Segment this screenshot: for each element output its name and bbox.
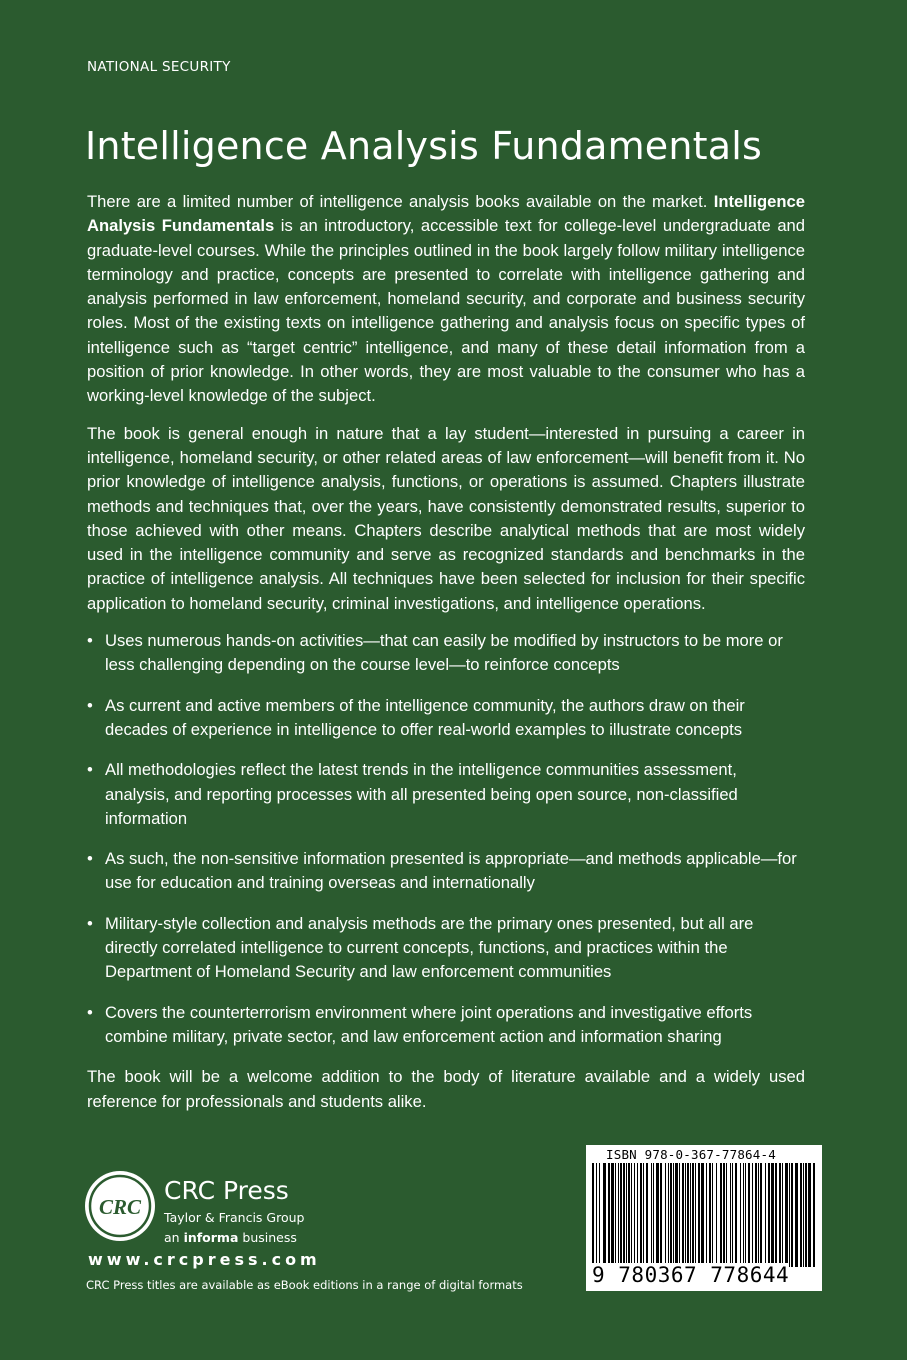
- barcode-number: 9 780367 778644: [592, 1263, 790, 1287]
- barcode-bar: [813, 1163, 815, 1267]
- barcode-bar: [789, 1163, 790, 1267]
- bullet-icon: •: [87, 631, 93, 651]
- category-label: NATIONAL SECURITY: [87, 59, 231, 75]
- barcode-bar: [620, 1163, 622, 1267]
- barcode-bar: [596, 1163, 597, 1267]
- barcode-bar: [745, 1163, 746, 1267]
- barcode-bar: [668, 1163, 669, 1267]
- publisher-block: [84, 1170, 523, 1300]
- barcode-bar: [795, 1163, 798, 1267]
- barcode-bar: [720, 1163, 722, 1267]
- barcode-bar: [740, 1163, 741, 1267]
- bullet-icon: •: [87, 849, 93, 869]
- barcode-bar: [608, 1163, 610, 1267]
- barcode-bar: [771, 1163, 774, 1267]
- barcode-bar: [752, 1163, 753, 1267]
- barcode-bar: [723, 1163, 725, 1267]
- feature-item: [87, 912, 805, 985]
- paragraph-closing: The book will be a welcome addition to the body of literature available and a widely used reference for professionals and students alike.: [87, 1067, 805, 1111]
- informa-bold: informa: [183, 1230, 239, 1245]
- barcode-bar: [730, 1163, 731, 1267]
- feature-list: [87, 629, 805, 1049]
- barcode-bar: [779, 1163, 781, 1267]
- barcode-bar: [665, 1163, 666, 1267]
- barcode-bar: [765, 1163, 766, 1267]
- barcode: [586, 1145, 822, 1291]
- barcode-bar: [599, 1163, 600, 1267]
- feature-item: [87, 694, 805, 743]
- barcode-bars: [586, 1163, 822, 1269]
- barcode-bar: [637, 1163, 638, 1267]
- bullet-icon: •: [87, 695, 93, 715]
- paragraph-audience: The book is general enough in nature that a lay student—interested in pursuing a career in intelligence, homeland security, or other related areas of law enforcement—will benefit from it. No prior knowledge of intelligence analysis, functions, or operations is assumed. Chapters illustrate methods and techniques that, over the years, have consistently demonstrated results, superior to those achieved with other means. Chapters describe analytical methods that are most widely used in the intelligence community and serve as recognized standards and benchmarks in the practice of intelligence analysis. All techniques have been selected for inclusion for their specific application to homeland security, criminal investigations, and intelligence operations.: [87, 423, 805, 613]
- barcode-bar: [628, 1163, 630, 1267]
- crc-logo-icon: [84, 1170, 156, 1242]
- barcode-bar: [653, 1163, 654, 1267]
- barcode-bar: [690, 1163, 691, 1267]
- barcode-bar: [634, 1163, 635, 1267]
- description: [87, 190, 805, 1127]
- feature-text: As such, the non-sensitive information presented is appropriate—and methods applicable—for use for education and training overseas and internationally: [105, 849, 797, 893]
- publisher-group: Taylor & Francis Group: [164, 1210, 305, 1225]
- feature-text: As current and active members of the intelligence community, the authors draw on their decades of experience in intelligence to offer real-world examples to illustrate concepts: [105, 695, 745, 739]
- barcode-bar: [685, 1163, 686, 1267]
- barcode-bar: [670, 1163, 672, 1267]
- barcode-bar: [687, 1163, 689, 1267]
- barcode-bar: [623, 1163, 625, 1267]
- ebook-note: CRC Press titles are available as eBook editions in a range of digital formats: [86, 1278, 523, 1292]
- barcode-bar: [748, 1163, 750, 1267]
- barcode-bar: [735, 1163, 737, 1267]
- barcode-bar: [712, 1163, 713, 1267]
- informa-prefix: an: [164, 1230, 184, 1245]
- bullet-icon: •: [87, 1002, 93, 1022]
- feature-item: [87, 629, 805, 678]
- barcode-bar: [782, 1163, 783, 1267]
- barcode-bar: [785, 1163, 788, 1267]
- feature-item: [87, 1001, 805, 1050]
- barcode-bar: [675, 1163, 678, 1267]
- isbn-label: ISBN 978-0-367-77864-4: [606, 1147, 776, 1162]
- barcode-bar: [679, 1163, 680, 1267]
- barcode-bar: [732, 1163, 733, 1267]
- barcode-bar: [618, 1163, 619, 1267]
- barcode-bar: [631, 1163, 632, 1267]
- informa-suffix: business: [238, 1230, 297, 1245]
- barcode-bar: [803, 1163, 804, 1267]
- barcode-bar: [603, 1163, 606, 1267]
- barcode-bar: [695, 1163, 696, 1267]
- barcode-bar: [775, 1163, 777, 1267]
- bullet-icon: •: [87, 760, 93, 780]
- barcode-bar: [791, 1163, 793, 1267]
- barcode-bar: [726, 1163, 727, 1267]
- feature-text: Uses numerous hands-on activities—that can easily be modified by instructors to be more or less challenging depending on the course level—to reinforce concepts: [105, 631, 783, 675]
- barcode-bar: [805, 1163, 807, 1267]
- barcode-bar: [673, 1163, 674, 1267]
- barcode-bar: [626, 1163, 627, 1267]
- barcode-bar: [716, 1163, 717, 1267]
- barcode-bar: [760, 1163, 762, 1267]
- barcode-bar: [698, 1163, 700, 1267]
- barcode-bar: [646, 1163, 648, 1267]
- feature-text: Military-style collection and analysis methods are the primary ones presented, but all are directly correlated intelligence to current concepts, functions, and practices within the Department of Homeland Security and law enforcement communities: [105, 913, 754, 982]
- barcode-bar: [651, 1163, 652, 1267]
- barcode-bar: [808, 1163, 811, 1267]
- barcode-bar: [706, 1163, 707, 1267]
- publisher-url[interactable]: www.crcpress.com: [88, 1250, 321, 1269]
- barcode-bar: [701, 1163, 704, 1267]
- paragraph-intro-rest: is an introductory, accessible text for college-level undergraduate and graduate-level courses. While the principles outlined in the book largely follow military intelligence terminology and practice, concepts are presented to correlate with intelligence gathering and analysis performed in law enforcement, homeland security, and corporate and business security roles. Most of the existing texts on intelligence gathering and analysis focus on specific types of intelligence such as “target centric” intelligence, and many of these detail information from a position of prior knowledge. In other words, they are most valuable to the consumer who has a working-level knowledge of the subject.: [87, 216, 806, 406]
- barcode-bar: [592, 1163, 594, 1267]
- barcode-bar: [800, 1163, 802, 1267]
- bullet-icon: •: [87, 913, 93, 933]
- barcode-bar: [692, 1163, 694, 1267]
- feature-item: [87, 847, 805, 896]
- barcode-bar: [743, 1163, 744, 1267]
- barcode-bar: [682, 1163, 684, 1267]
- barcode-bar: [660, 1163, 662, 1267]
- barcode-bar: [768, 1163, 770, 1267]
- barcode-bar: [656, 1163, 659, 1267]
- feature-text: All methodologies reflect the latest trends in the intelligence communities assessment, analysis, and reporting processes with all presented being open source, non-classified information: [105, 760, 738, 828]
- barcode-bar: [709, 1163, 711, 1267]
- publisher-informa: [164, 1230, 297, 1245]
- book-title: Intelligence Analysis Fundamentals: [85, 124, 762, 168]
- paragraph-intro: [87, 190, 805, 409]
- barcode-bar: [643, 1163, 644, 1267]
- barcode-bar: [758, 1163, 759, 1267]
- feature-text: Covers the counterterrorism environment where joint operations and investigative efforts combine military, private sector, and law enforcement action and information sharing: [105, 1002, 753, 1046]
- logo-text: CRC: [98, 1195, 142, 1219]
- paragraph-intro-start: There are a limited number of intelligence analysis books available on the market.: [87, 192, 714, 211]
- paragraph-intro-title: Intelligence Analysis Fundamentals: [87, 192, 805, 236]
- barcode-bar: [640, 1163, 642, 1267]
- publisher-name: CRC Press: [164, 1176, 289, 1205]
- feature-item: [87, 758, 805, 831]
- barcode-bar: [755, 1163, 757, 1267]
- barcode-bar: [611, 1163, 614, 1267]
- barcode-bar: [615, 1163, 616, 1267]
